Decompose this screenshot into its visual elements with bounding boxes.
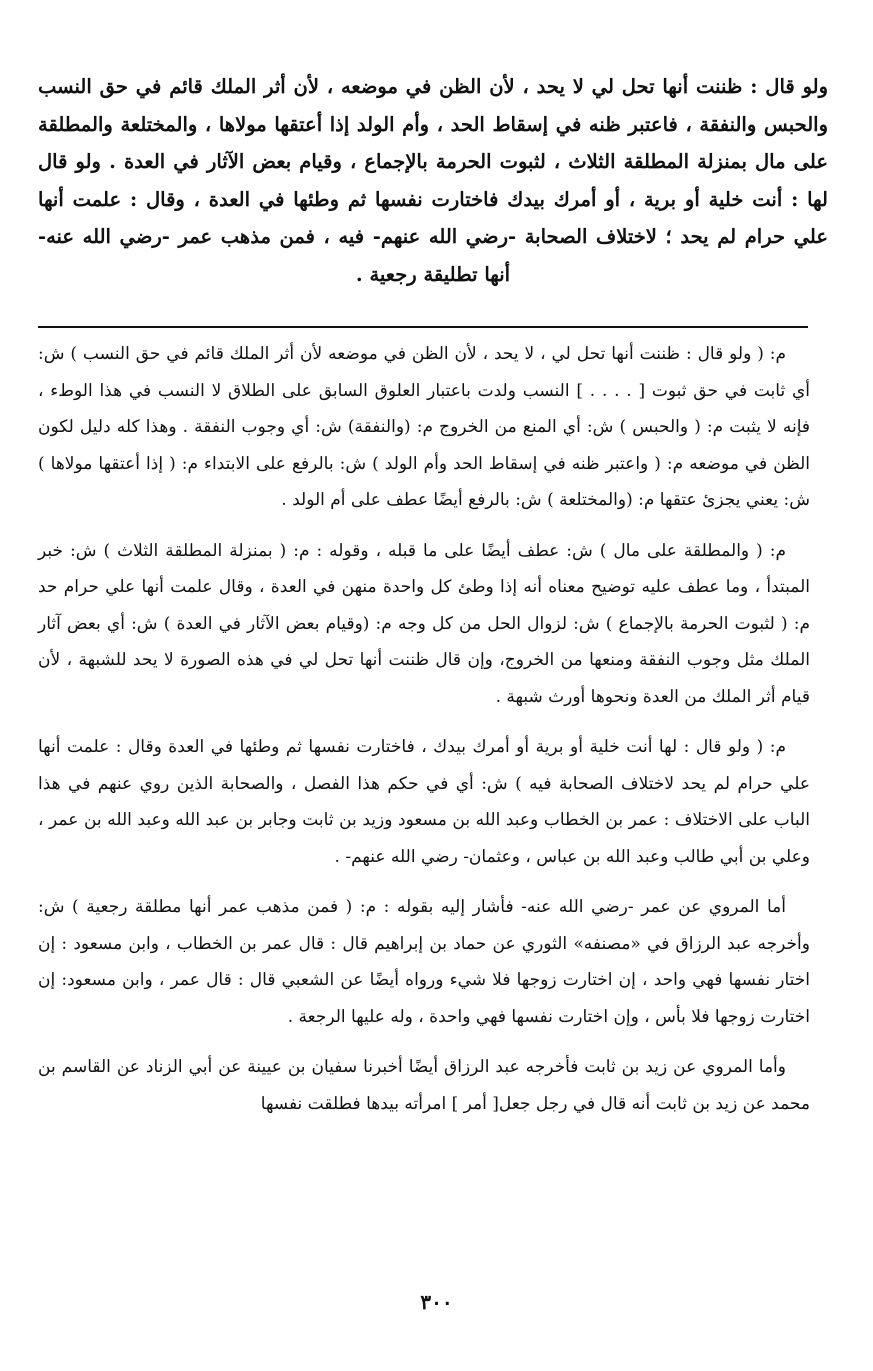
commentary-paragraph: أما المروي عن عمر -رضي الله عنه- فأشار إليه بقوله : م: ( فمن مذهب عمر أنها مطلقة رجعية ) ش: وأخرجه عبد الرزاق في «مصنفه» الثوري عن حماد بن إبراهيم قال : قال عمر بن الخطاب ، وابن مسعود : إن اختار نفسها فهي واحد ، إن اختارت زوجها فلا شيء ورواه أيضًا عن الشعبي قال : قال عمر ، وابن مسعود: إن اختارت زوجها فلا بأس ، وإن اختارت نفسها فهي واحدة ، وله عليها الرجعة . xyxy=(38,897,810,1027)
commentary-paragraph: وأما المروي عن زيد بن ثابت فأخرجه عبد الرزاق أيضًا أخبرنا سفيان بن عيينة عن أبي الزناد عن القاسم بن محمد عن زيد بن ثابت أنه قال في رجل جعل[ أمر ] امرأته بيدها فطلقت نفسها xyxy=(38,1057,810,1114)
separator-rule xyxy=(38,326,808,328)
commentary-paragraph: م: ( ولو قال : ظننت أنها تحل لي ، لا يحد ، لأن الظن في موضعه لأن أثر الملك قائم في حق النسب ) ش: أي ثابت في حق ثبوت [ . . . . ] النسب ولدت باعتبار العلوق السابق على الطلاق لا النسب في هذا الوطء ، فإنه لا يثبت م: ( والحبس ) ش: أي المنع من الخروج م: (والنفقة) ش: أي وجوب النفقة . وهذا كله دليل لكون الظن في موضعه م: ( واعتبر ظنه في إسقاط الحد وأم الولد ) ش: بالرفع على الابتداء م: ( إذا أعتقها مولاها ) ش: يعني يجزئ عتقها م: (والمختلعة ) ش: بالرفع أيضًا عطف على أم الولد . xyxy=(38,344,810,510)
main-text: ولو قال : ظننت أنها تحل لي لا يحد ، لأن الظن في موضعه ، لأن أثر الملك قائم في حق النسب والحبس والنفقة ، فاعتبر ظنه في إسقاط الحد ، وأم الولد إذا أعتقها مولاها ، والمختلعة والمطلقة على مال بمنزلة المطلقة الثلاث ، لثبوت الحرمة بالإجماع ، وقيام بعض الآثار في العدة . ولو قال لها : أنت خلية أو برية ، أو أمرك بيدك فاختارت نفسها ثم وطئها في العدة ، وقال : علمت أنها علي حرام لم يحد ؛ لاختلاف الصحابة -رضي الله عنهم- فيه ، فمن مذهب عمر -رضي الله عنه- أنها تطليقة رجعية . xyxy=(38,75,828,286)
commentary-paragraph: م: ( والمطلقة على مال ) ش: عطف أيضًا على ما قبله ، وقوله : م: ( بمنزلة المطلقة الثلاث ) ش: خبر المبتدأ ، وما عطف عليه توضيح معناه أنه إذا وطئ كل واحدة منهن في العدة ، وقال علمت أنها علي حرام حد م: ( لثبوت الحرمة بالإجماع ) ش: لزوال الحل من كل وجه م: (وقيام بعض الآثار في العدة ) ش: أي بعض آثار الملك مثل وجوب النفقة ومنعها من الخروج، وإن قال ظننت أنها تحل لي في هذه الصورة لا يحد للشبهة ، لأن قيام أثر الملك من العدة ونحوها أورث شبهة . xyxy=(38,540,810,707)
commentary xyxy=(38,336,810,1136)
commentary-paragraph: م: ( ولو قال : لها أنت خلية أو برية أو أمرك بيدك ، فاختارت نفسها ثم وطئها في العدة وقال : علمت أنها علي حرام لم يحد لاختلاف الصحابة فيه ) ش: أي في حكم هذا الفصل ، والصحابة الذين روي عنهم في هذا الباب على الاختلاف : عمر بن الخطاب وعبد الله بن مسعود وزيد بن ثابت وجابر بن عبد الله وعبد الله بن عمر ، وعلي بن أبي طالب وعبد الله بن عباس ، وعثمان- رضي الله عنهم- . xyxy=(38,737,810,867)
page-number: ٣٠٠ xyxy=(420,1290,453,1314)
